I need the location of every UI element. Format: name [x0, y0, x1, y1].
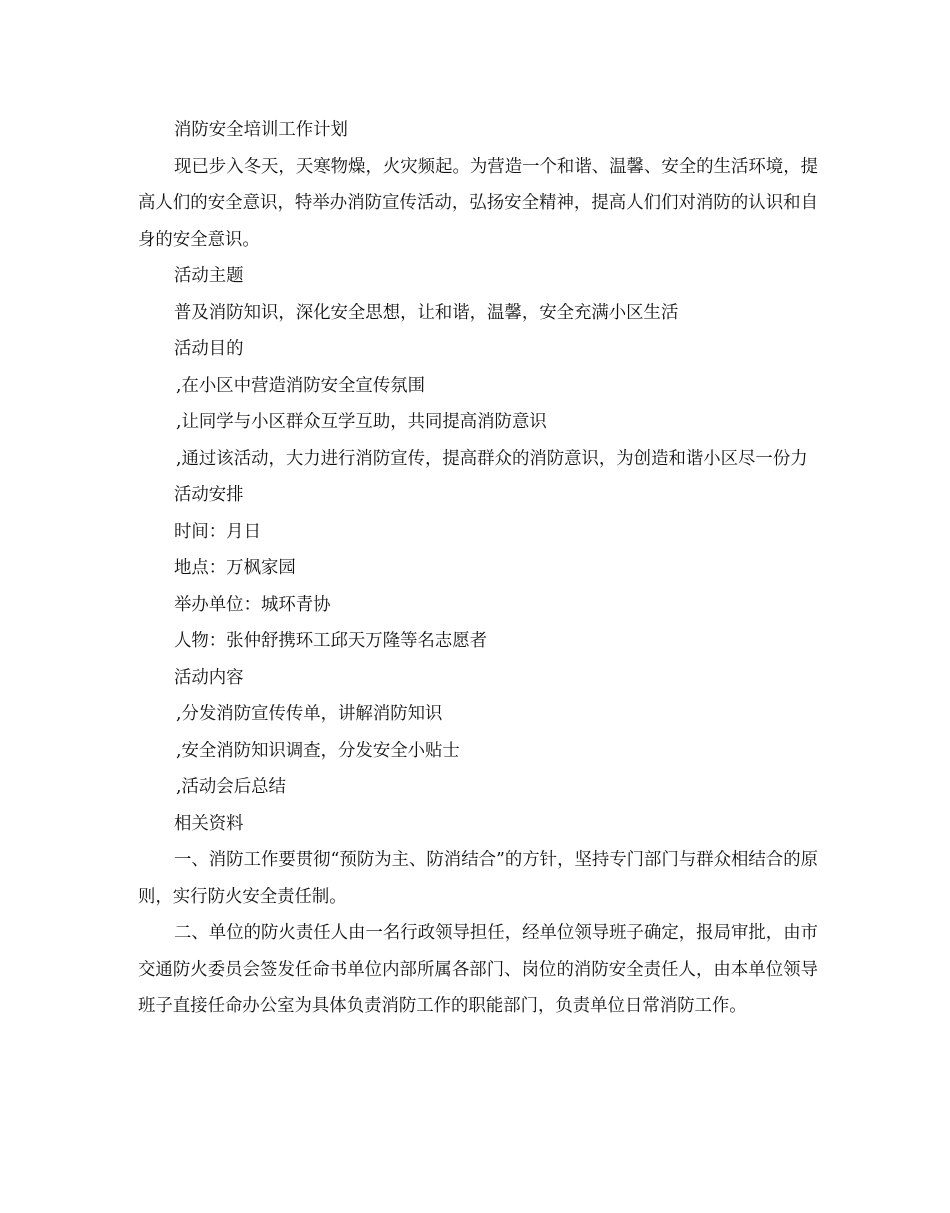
heading-related-materials: 相关资料	[174, 813, 244, 834]
list-item-content-3: ,活动会后总结	[176, 777, 286, 797]
heading-activity-theme: 活动主题	[174, 266, 244, 286]
heading-activity-purpose: 活动目的	[174, 339, 244, 359]
document-title: 消防安全培训工作计划	[174, 120, 348, 140]
list-item-purpose-1: ,在小区中营造消防安全宣传氛围	[176, 375, 425, 396]
paragraph-theme: 普及消防知识，深化安全思想，让和谐，温馨，安全充满小区生活	[174, 302, 679, 323]
heading-activity-arrangement: 活动安排	[174, 485, 244, 505]
field-people: 人物：张仲舒携环工邱天万隆等名志愿者	[174, 631, 488, 651]
field-organizer: 举办单位：城环青协	[174, 594, 331, 615]
heading-activity-content: 活动内容	[174, 667, 244, 688]
paragraph-intro: 现已步入冬天，天寒物燥，火灾频起。为营造一个和谐、温馨、安全的生活环境，提高人们的安全意识，特举办消防宣传活动，弘扬安全精神，提高人们们对消防的认识和自身的安全意识。	[138, 156, 818, 250]
list-item-purpose-3: ,通过该活动，大力进行消防宣传，提高群众的消防意识，为创造和谐小区尽一份力	[176, 448, 808, 469]
field-location: 地点：万枫家园	[174, 558, 296, 578]
field-time: 时间：月日	[174, 521, 261, 542]
list-item-content-2: ,安全消防知识调查，分发安全小贴士	[176, 740, 460, 761]
list-item-purpose-2: ,让同学与小区群众互学互助，共同提高消防意识	[176, 412, 547, 432]
paragraph-rule-1: 一、消防工作要贯彻“预防为主、防消结合”的方针，坚持专门部门与群众相结合的原则，实行防火安全责任制。	[138, 850, 818, 907]
paragraph-rule-2: 二、单位的防火责任人由一名行政领导担任，经单位领导班子确定，报局审批，由市交通防火委员会签发任命书单位内部所属各部门、岗位的消防安全责任人，由本单位领导班子直接任命办公室为具体负责消防工作的职能部门，负责单位日常消防工作。	[138, 923, 818, 1016]
list-item-content-1: ,分发消防宣传传单，讲解消防知识	[176, 704, 443, 724]
document-body	[138, 112, 818, 1025]
